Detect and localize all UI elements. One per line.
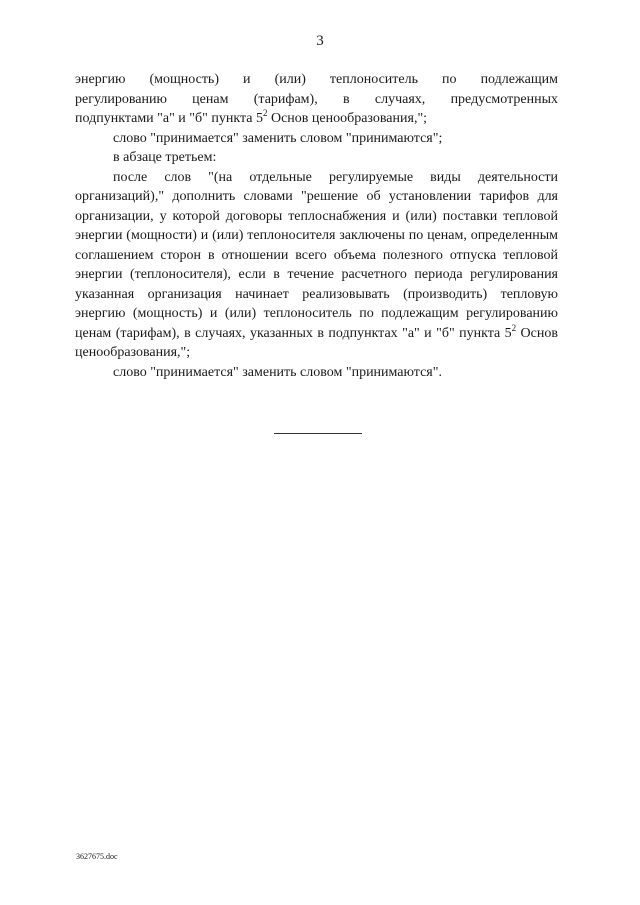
paragraph-3: в абзаце третьем: bbox=[113, 150, 217, 165]
document-body bbox=[75, 70, 558, 382]
paragraph-1-text: подпунктами "а" и "б" пункта 5 bbox=[75, 111, 263, 126]
paragraph-4 bbox=[75, 168, 558, 363]
page-number: 3 bbox=[316, 33, 324, 49]
superscript: 2 bbox=[262, 108, 268, 118]
paragraph-1-line-1: энергию (мощность) и (или) теплоноситель по подлежащим bbox=[75, 72, 558, 87]
paragraph-5: слово "принимается" заменить словом "принимаются". bbox=[113, 364, 442, 380]
end-separator-line bbox=[274, 433, 362, 434]
paragraph-4-text: после слов "(на отдельные регулируемые виды деятельности организаций)," дополнить словами "решение об установлении тарифов для организации, у которой договоры теплоснабжения и (или) поставки тепловой энергии (мощности) и (или) теплоносителя заключены по ценам, определенным соглашением сторон в отношении всего объема полезного отпуска тепловой энергии (теплоносителя), если в течение расчетного периода регулирования указанная организация начинает реализовывать (производить) тепловую энергию (мощность) и (или) теплоноситель по подлежащим регулированию ценам (тарифам), в случаях, указанных в подпунктах "а" и "б" пункта 5 bbox=[75, 169, 558, 341]
superscript: 2 bbox=[511, 322, 517, 333]
paragraph-4-tail: Основ ценообразования,"; bbox=[75, 325, 558, 360]
paragraph-1-tail: Основ ценообразования,"; bbox=[267, 111, 428, 126]
paragraph-1-line-2: регулированию ценам (тарифам), в случаях, предусмотренных bbox=[75, 91, 558, 107]
paragraph-2: слово "принимается" заменить словом "принимаются"; bbox=[113, 130, 443, 146]
paragraph-1-line-3 bbox=[75, 109, 558, 129]
footer-file-name: 3627675.doc bbox=[76, 852, 118, 861]
